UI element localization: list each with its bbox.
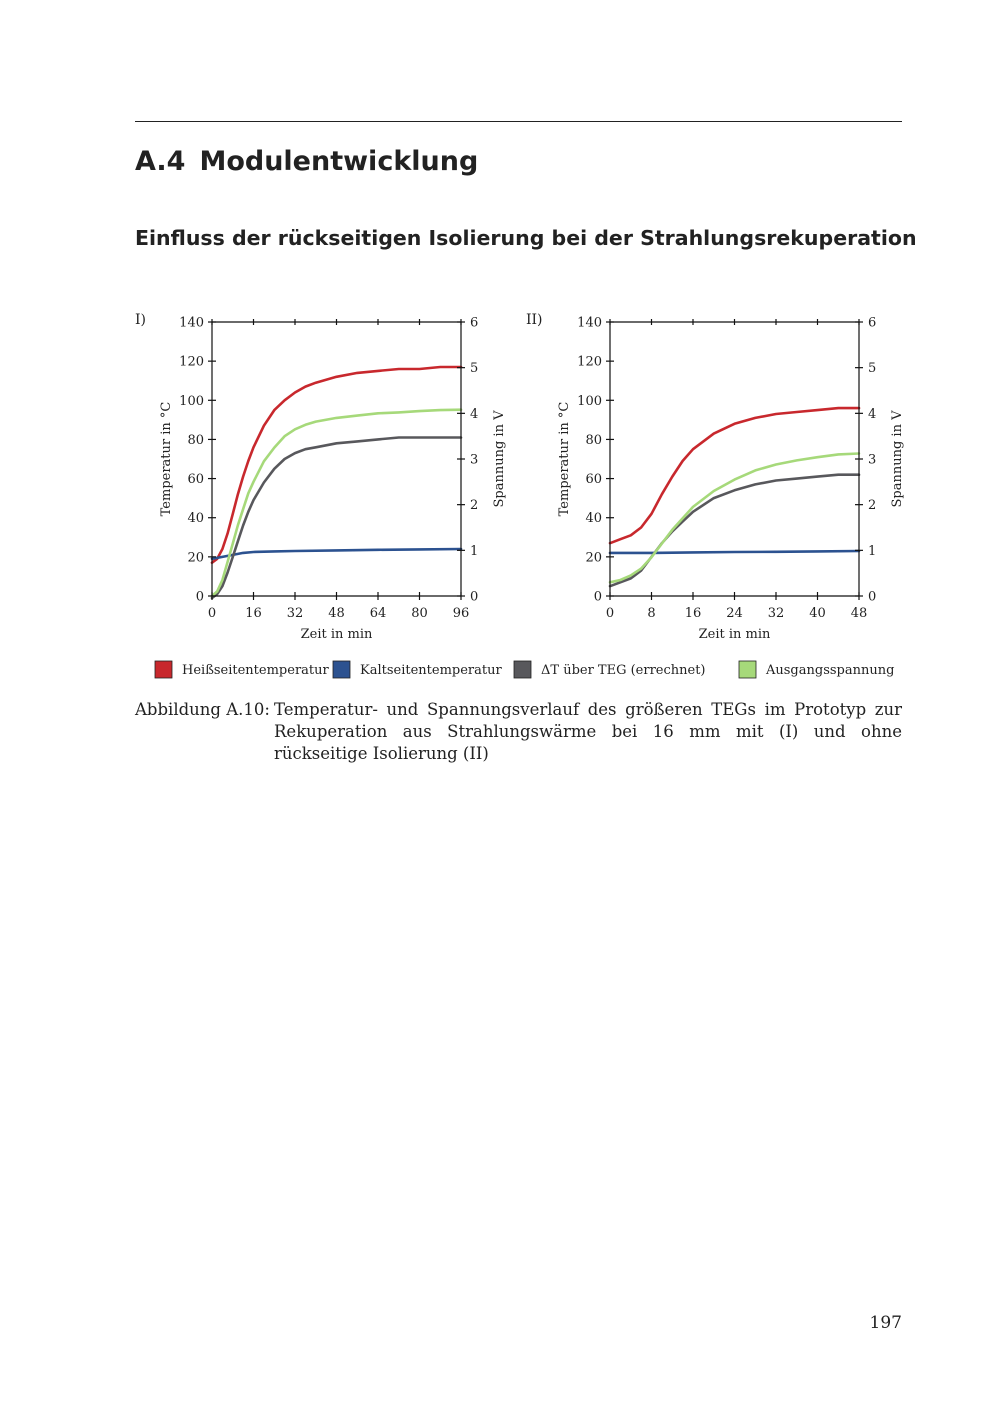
series-lines	[212, 367, 461, 598]
x-tick-label: 96	[452, 606, 470, 621]
legend-label: Ausgangsspannung	[766, 663, 895, 678]
x-tick-label: 48	[328, 606, 345, 621]
series-line-cold	[212, 549, 461, 559]
figure	[0, 290, 1000, 690]
y-tick-label: 80	[585, 432, 602, 448]
legend	[155, 661, 894, 678]
legend-label: Heißseitentemperatur	[182, 663, 329, 678]
y2-tick-label: 6	[470, 315, 479, 331]
legend-item-dt	[514, 661, 706, 678]
y-tick-label: 0	[593, 589, 602, 605]
x-tick-label: 32	[286, 606, 304, 621]
legend-item-volt	[739, 661, 894, 678]
x-tick-label: 64	[369, 606, 387, 621]
x-tick-label: 16	[245, 606, 262, 621]
y2-axis-title: Spannung in V	[890, 410, 905, 508]
legend-label: Kaltseitentemperatur	[360, 663, 502, 678]
y-axis-title: Temperatur in °C	[557, 401, 572, 517]
y-tick-label: 20	[187, 550, 204, 566]
x-tick-label: 24	[726, 606, 743, 621]
y-tick-label: 80	[187, 432, 204, 448]
panel-label: II)	[526, 312, 543, 328]
y-tick-label: 140	[577, 315, 602, 331]
y-axis-title: Temperatur in °C	[159, 401, 174, 517]
caption-text: Temperatur- und Spannungsverlauf des größeren TEGs im Prototyp zur Rekuperation aus Strahlungswärme bei 16 mm mit (I) und ohne rückseitige Isolierung (II)	[274, 700, 902, 763]
y2-tick-label: 6	[868, 315, 877, 331]
y2-tick-label: 4	[868, 406, 877, 422]
y-tick-label: 60	[187, 472, 204, 488]
y2-tick-label: 1	[470, 543, 479, 559]
y-tick-label: 20	[585, 550, 602, 566]
x-tick-label: 8	[647, 606, 656, 621]
y-tick-label: 0	[195, 589, 204, 605]
y-tick-label: 60	[585, 472, 602, 488]
y2-tick-label: 1	[868, 543, 877, 559]
page-number: 197	[869, 1313, 902, 1333]
y2-tick-label: 5	[868, 361, 877, 377]
series-line-cold	[610, 551, 859, 553]
y2-tick-label: 5	[470, 361, 479, 377]
series-line-hot	[212, 367, 461, 563]
x-axis-title: Zeit in min	[698, 627, 771, 642]
legend-label: ΔT über TEG (errechnet)	[541, 663, 706, 678]
legend-swatch	[155, 661, 172, 678]
y2-tick-label: 3	[470, 452, 479, 468]
y-tick-label: 40	[585, 511, 602, 527]
series-line-dt	[610, 475, 859, 587]
x-tick-label: 40	[809, 606, 826, 621]
legend-swatch	[514, 661, 531, 678]
series-lines	[610, 408, 859, 586]
x-axis-title: Zeit in min	[300, 627, 373, 642]
section-title: Modulentwicklung	[199, 146, 479, 177]
caption-label: Abbildung A.10:	[135, 700, 270, 719]
x-tick-label: 80	[411, 606, 428, 621]
y-tick-label: 120	[577, 354, 602, 370]
x-tick-label: 0	[605, 606, 615, 621]
y-tick-label: 140	[179, 315, 204, 331]
subsection-heading: Einfluss der rückseitigen Isolierung bei der Strahlungsrekuperation	[135, 226, 917, 250]
y-tick-label: 100	[577, 393, 602, 409]
x-tick-label: 0	[207, 606, 217, 621]
y2-tick-label: 3	[868, 452, 877, 468]
chart-panel-1	[135, 312, 507, 642]
y-tick-label: 100	[179, 393, 204, 409]
legend-item-cold	[333, 661, 502, 678]
x-tick-label: 32	[767, 606, 785, 621]
y-tick-label: 120	[179, 354, 204, 370]
chart-panel-2	[526, 312, 905, 642]
panel-label: I)	[135, 312, 146, 328]
y2-tick-label: 2	[470, 498, 479, 514]
y2-tick-label: 2	[868, 498, 877, 514]
legend-swatch	[333, 661, 350, 678]
y2-tick-label: 0	[470, 589, 479, 605]
header-rule	[135, 121, 902, 122]
section-heading	[135, 146, 478, 177]
y-tick-label: 40	[187, 511, 204, 527]
legend-swatch	[739, 661, 756, 678]
x-tick-label: 48	[850, 606, 868, 621]
figure-caption	[135, 699, 902, 765]
legend-item-hot	[155, 661, 330, 678]
y2-tick-label: 0	[868, 589, 877, 605]
y2-axis-title: Spannung in V	[492, 410, 507, 508]
y2-tick-label: 4	[470, 406, 479, 422]
x-tick-label: 16	[684, 606, 702, 621]
section-number: A.4	[135, 146, 186, 177]
